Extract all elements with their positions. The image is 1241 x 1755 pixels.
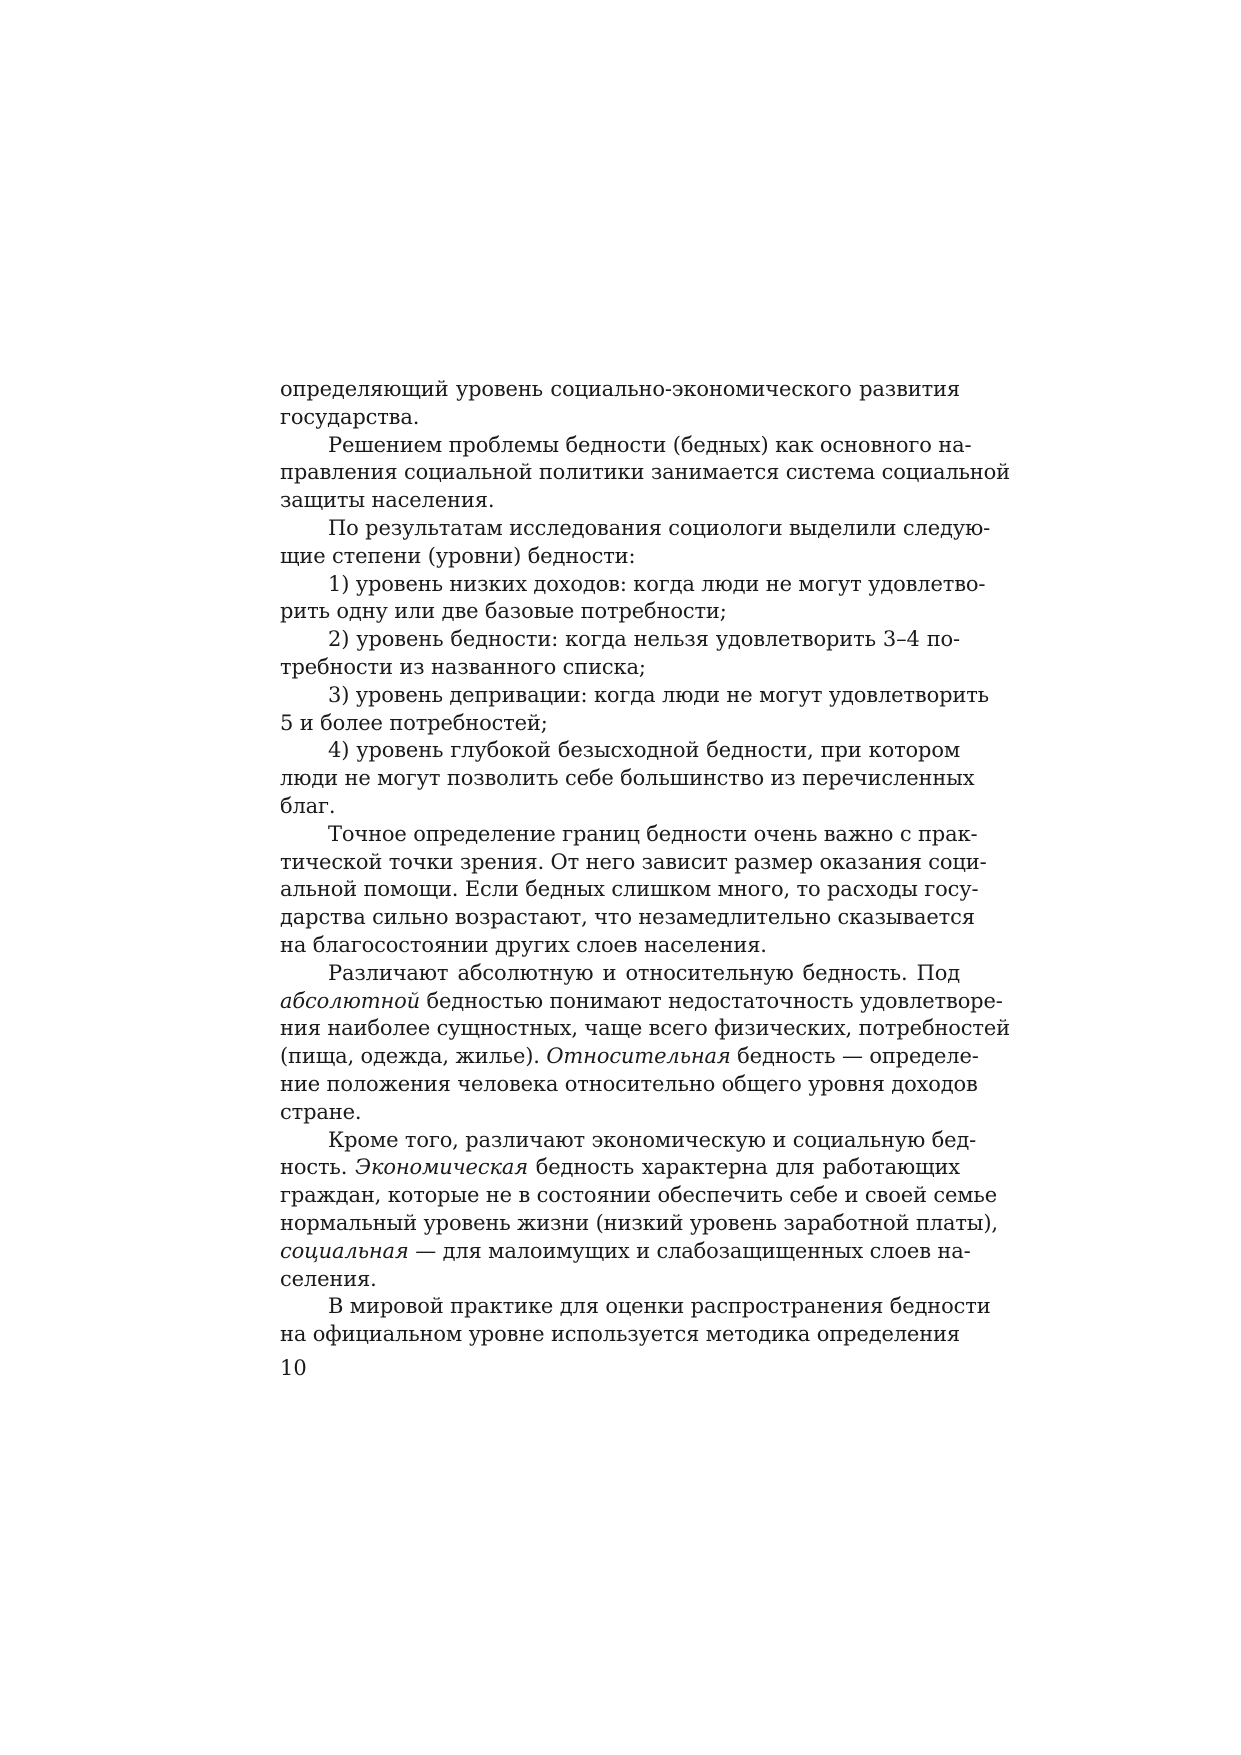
text-line: [280, 1154, 960, 1182]
text-line: [280, 960, 960, 988]
italic-term: абсолютной: [280, 988, 421, 1013]
text-run: люди не могут позволить себе большинство из перечисленных: [280, 766, 975, 791]
text-line: [280, 1266, 960, 1294]
text-line: [280, 1321, 960, 1349]
text-run: определяющий уровень социально-экономического развития: [280, 377, 960, 401]
text-line: [280, 571, 986, 599]
text-line: [280, 904, 975, 932]
text-line: [280, 1071, 978, 1099]
text-run: ние положения человека относительно общего уровня доходов: [280, 1071, 978, 1096]
italic-term: Относительная: [546, 1044, 731, 1069]
text-run: бедность характерна для работающих: [527, 1155, 960, 1180]
text-line: [280, 793, 960, 821]
text-run: защиты населения.: [280, 488, 495, 513]
body-text: [280, 376, 1010, 1349]
text-line: [280, 543, 960, 571]
text-run: 1) уровень низких доходов: когда люди не могут удовлетво-: [328, 571, 986, 596]
page-number: 10: [280, 1356, 307, 1380]
text-run: — для малоимущих и слабозащищенных слоев на-: [408, 1238, 971, 1263]
text-run: В мировой практике для оценки распространения бедности: [328, 1294, 991, 1319]
text-line: [280, 404, 960, 432]
text-run: дарства сильно возрастают, что незамедлительно сказывается: [280, 905, 975, 930]
text-line: [280, 1293, 991, 1321]
text-run: Кроме того, различают экономическую и социальную бед-: [328, 1127, 977, 1152]
text-run: на официальном уровне используется методика определения: [280, 1322, 960, 1347]
text-line: [280, 432, 972, 460]
text-run: Решением проблемы бедности (бедных) как основного на-: [328, 432, 972, 457]
text-run: Точное определение границ бедности очень важно с прак-: [328, 821, 978, 846]
text-run: на благосостоянии других слоев населения.: [280, 932, 767, 957]
text-run: селения.: [280, 1266, 377, 1291]
text-run: бедность — определе-: [730, 1044, 979, 1069]
text-line: [280, 1210, 998, 1238]
text-line: [280, 932, 960, 960]
text-line: [280, 1238, 971, 1266]
text-run: 3) уровень депривации: когда люди не могут удовлетворить: [328, 682, 989, 707]
text-line: [280, 1015, 1010, 1043]
text-line: [280, 459, 1010, 487]
text-run: тической точки зрения. От него зависит размер оказания соци-: [280, 849, 987, 874]
text-run: бедностью понимают недостаточность удовлетворе-: [420, 988, 1003, 1013]
text-line: [280, 1182, 997, 1210]
text-run: нормальный уровень жизни (низкий уровень заработной платы),: [280, 1210, 998, 1235]
text-line: [280, 710, 960, 738]
text-line: [280, 737, 960, 765]
text-run: альной помощи. Если бедных слишком много, то расходы госу-: [280, 877, 979, 902]
text-run: благ.: [280, 793, 336, 818]
text-run: государства.: [280, 404, 420, 429]
text-line: [280, 765, 975, 793]
text-run: ния наиболее сущностных, чаще всего физических, потребностей: [280, 1016, 1010, 1041]
text-line: [280, 849, 987, 877]
text-run: По результатам исследования социологи выделили следую-: [328, 515, 991, 540]
text-run: Различают абсолютную и относительную бедность. Под: [328, 960, 960, 985]
text-line: [280, 682, 989, 710]
text-run: рить одну или две базовые потребности;: [280, 599, 727, 624]
text-line: [280, 654, 960, 682]
text-run: правления социальной политики занимается система социальной: [280, 460, 1010, 485]
text-line: [280, 487, 960, 515]
text-line: [280, 515, 991, 543]
text-line: [280, 1099, 960, 1127]
text-line: [280, 598, 960, 626]
text-line: [280, 988, 1003, 1016]
text-line: [280, 1127, 977, 1155]
text-run: 4) уровень глубокой безысходной бедности, при котором: [328, 738, 960, 763]
text-line: [280, 626, 960, 654]
italic-term: Экономическая: [355, 1155, 528, 1180]
text-run: 2) уровень бедности: когда нельзя удовлетворить 3–4 по-: [328, 627, 960, 652]
text-line: [280, 376, 960, 404]
text-line: [280, 821, 978, 849]
text-line: [280, 1043, 979, 1071]
text-run: щие степени (уровни) бедности:: [280, 543, 636, 568]
text-run: (пища, одежда, жилье).: [280, 1044, 547, 1069]
text-run: ность.: [280, 1155, 356, 1180]
text-run: 5 и более потребностей;: [280, 710, 548, 735]
text-line: [280, 876, 979, 904]
italic-term: социальная: [280, 1238, 409, 1263]
text-run: граждан, которые не в состоянии обеспечить себе и своей семье: [280, 1183, 997, 1208]
text-run: требности из названного списка;: [280, 654, 646, 679]
text-run: стране.: [280, 1099, 362, 1124]
